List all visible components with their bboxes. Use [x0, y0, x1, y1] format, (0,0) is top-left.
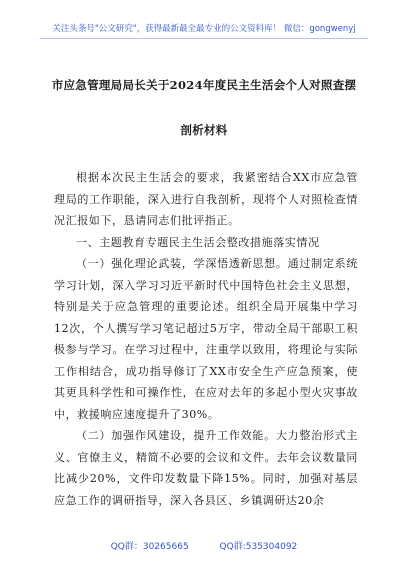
body-paragraph: （二）加强作风建设，提升工作效能。大力整治形式主义、官僚主义，精简不必要的会议和文件。去年会议数量同比减少20%，文件印发数量下降15%。同时，加强对基层应急工作的调研指导，深入各县区、乡镇调研达20余 — [54, 429, 358, 507]
document-body — [54, 167, 358, 511]
body-paragraph: （一）强化理论武装，学深悟透新思想。通过制定系统学习计划，深入学习习近平新时代中国特色社会主义思想，特别是关于应急管理的重要论述。组织全局开展集中学习12次，个人撰写学习笔记超过5万字，带动全局干部职工积极参与学习。在学习过程中，注重学以致用，将理论与实际工作相结合，成功指导修订了XX市安全生产应急预案，使其更具科学性和可操作性，在应对去年的多起小型火灾事故中，救援响应速度提升了30%。 — [54, 257, 358, 421]
footer — [0, 539, 408, 552]
document-title: 市应急管理局局长关于2024年度民主生活会个人对照查摆 — [51, 78, 357, 92]
intro-paragraph: 根据本次民主生活会的要求，我紧密结合XX市应急管理局的工作职能，深入进行自我剖析，现将个人对照检查情况汇报如下，恳请同志们批评指正。 — [54, 171, 358, 227]
header-divider — [40, 38, 368, 39]
footer-qq-group-2: QQ群:535304092 — [219, 542, 298, 552]
header-banner: 关注头条号"公文研究"，获得最新最全最专业的公文资料库！ 微信：gongwenyj — [52, 24, 356, 34]
section-heading: 一、主题教育专题民主生活会整改措施落实情况 — [76, 235, 320, 249]
footer-qq-group-1: QQ群：30265665 — [110, 542, 189, 552]
document-title-continuation: 剖析材料 — [180, 123, 228, 137]
